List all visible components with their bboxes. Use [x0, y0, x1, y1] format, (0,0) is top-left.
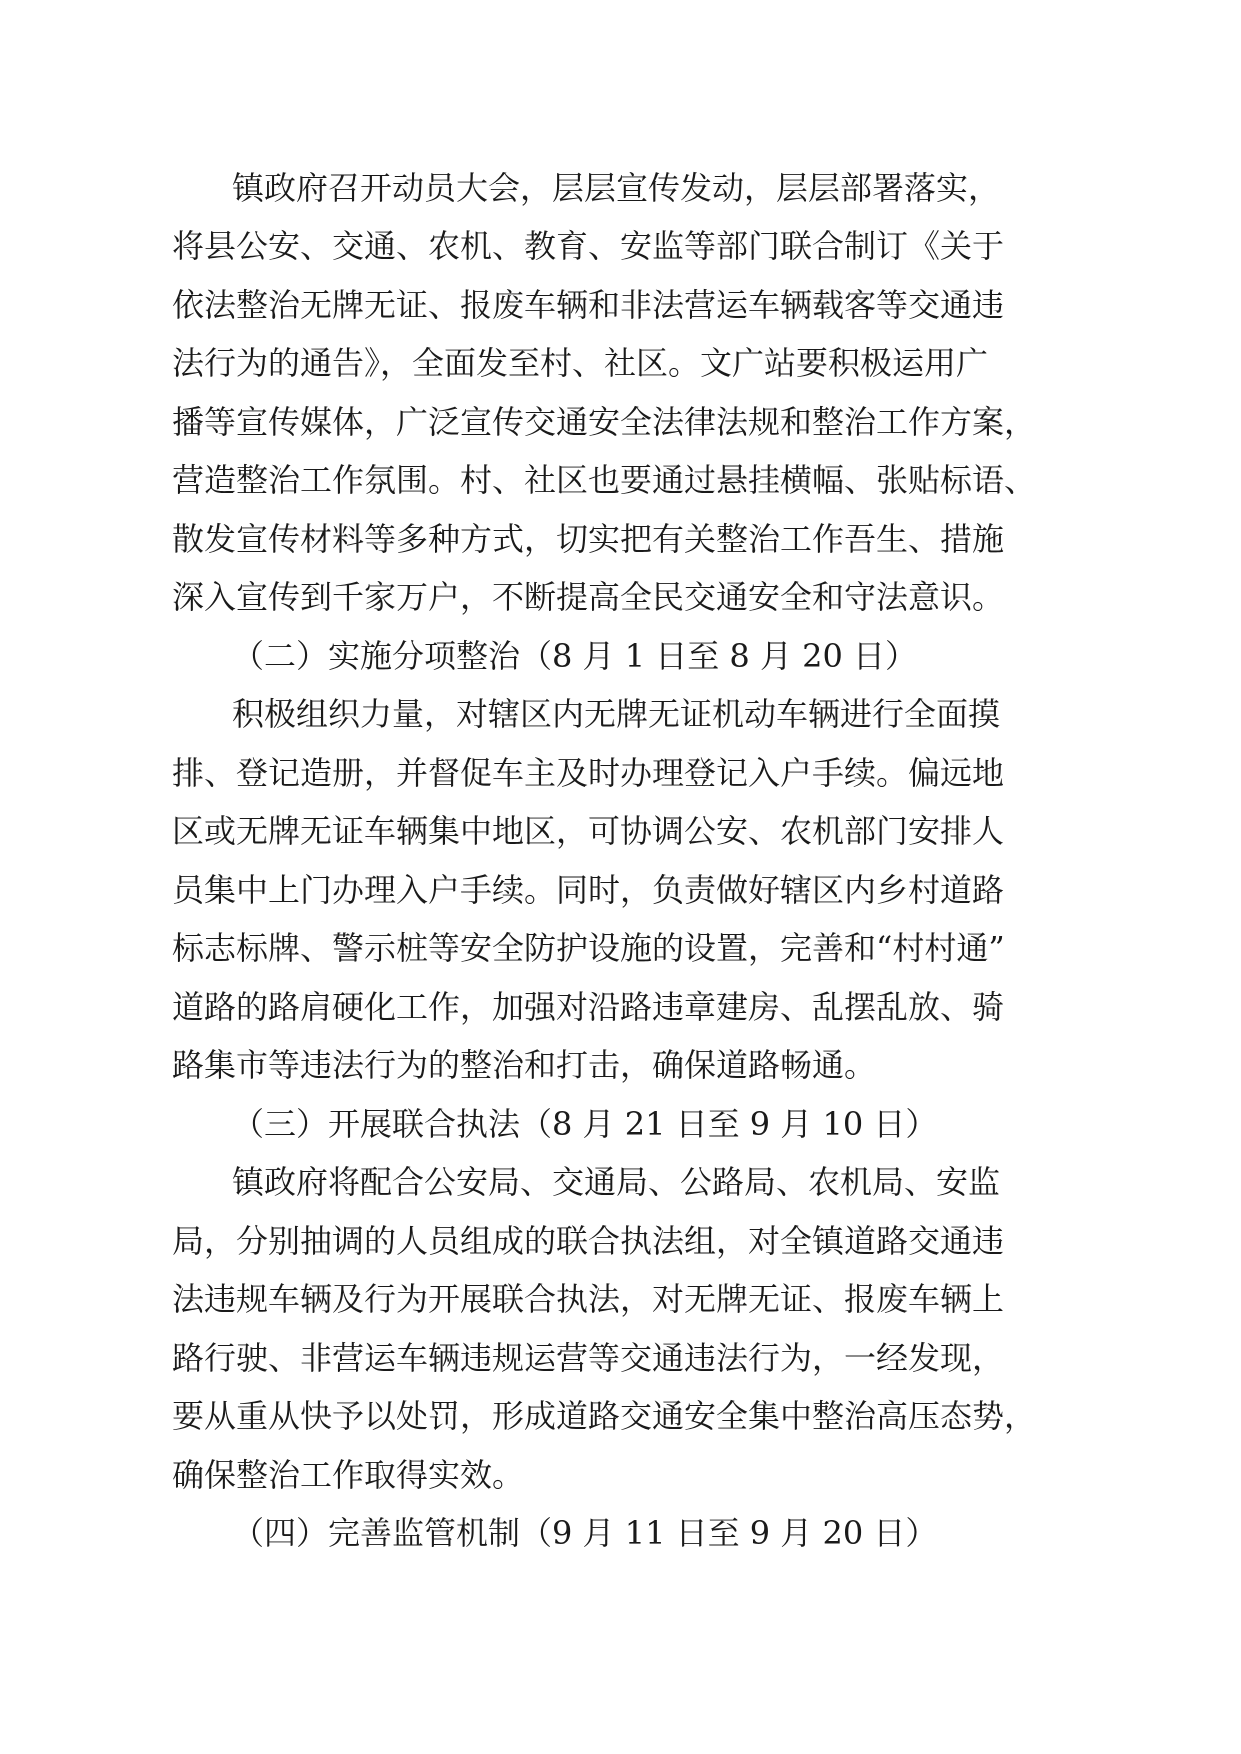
- paragraph-line: [0, 333, 1241, 393]
- paragraph-line: [0, 450, 1241, 510]
- text-line: 排、登记造册，并督促车主及时办理登记入户手续。偏远地: [172, 754, 1005, 792]
- paragraph-line: [0, 1386, 1241, 1446]
- text-line: 法违规车辆及行为开展联合执法，对无牌无证、报废车辆上: [172, 1280, 1005, 1318]
- text-line: 路集市等违法行为的整治和打击，确保道路畅通。: [172, 1046, 877, 1084]
- section-heading: [0, 1503, 1241, 1563]
- text-line: 镇政府将配合公安局、交通局、公路局、农机局、安监: [232, 1163, 1001, 1201]
- paragraph-line: [0, 509, 1241, 569]
- paragraph-line: [0, 918, 1241, 978]
- section-heading: [0, 1094, 1241, 1154]
- paragraph-line: [0, 1152, 1241, 1212]
- paragraph-line: [0, 275, 1241, 335]
- text-line: 区或无牌无证车辆集中地区，可协调公安、农机部门安排人: [172, 812, 1005, 850]
- paragraph-line: [0, 1328, 1241, 1388]
- text-line: 道路的路肩硬化工作，加强对沿路违章建房、乱摆乱放、骑: [172, 988, 1005, 1026]
- text-line: 标志标牌、警示桩等安全防护设施的设置，完善和“村村通”: [172, 929, 1005, 967]
- text-line: 深入宣传到千家万户，不断提高全民交通安全和守法意识。: [172, 578, 1005, 616]
- paragraph-line: [0, 567, 1241, 627]
- text-line: 法行为的通告》，全面发至村、社区。文广站要积极运用广: [172, 344, 989, 382]
- text-line: 局，分别抽调的人员组成的联合执法组，对全镇道路交通违: [172, 1222, 1005, 1260]
- text-line: 积极组织力量，对辖区内无牌无证机动车辆进行全面摸: [232, 695, 1001, 733]
- text-line: 镇政府召开动员大会，层层宣传发动，层层部署落实，: [232, 169, 1001, 207]
- paragraph-line: [0, 684, 1241, 744]
- text-line: 确保整治工作取得实效。: [172, 1456, 525, 1494]
- paragraph-line: [0, 977, 1241, 1037]
- text-line: 散发宣传材料等多种方式，切实把有关整治工作吾生、措施: [172, 520, 1005, 558]
- text-line: 播等宣传媒体，广泛宣传交通安全法律法规和整治工作方案，: [172, 403, 1037, 441]
- paragraph-line: [0, 1211, 1241, 1271]
- section-heading-text: （四）完善监管机制（9 月 11 日至 9 月 20 日）: [232, 1514, 938, 1552]
- section-heading-text: （三）开展联合执法（8 月 21 日至 9 月 10 日）: [232, 1105, 938, 1143]
- paragraph-line: [0, 1035, 1241, 1095]
- section-heading-text: （二）实施分项整治（8 月 1 日至 8 月 20 日）: [232, 637, 918, 675]
- section-heading: [0, 626, 1241, 686]
- text-line: 路行驶、非营运车辆违规运营等交通违法行为，一经发现，: [172, 1339, 1005, 1377]
- paragraph-line: [0, 1445, 1241, 1505]
- paragraph-line: [0, 801, 1241, 861]
- text-line: 将县公安、交通、农机、教育、安监等部门联合制订《关于: [172, 227, 1005, 265]
- paragraph-line: [0, 1269, 1241, 1329]
- paragraph-line: [0, 216, 1241, 276]
- paragraph-line: [0, 158, 1241, 218]
- text-line: 营造整治工作氛围。村、社区也要通过悬挂横幅、张贴标语、: [172, 461, 1037, 499]
- paragraph-line: [0, 392, 1241, 452]
- paragraph-line: [0, 743, 1241, 803]
- text-line: 要从重从快予以处罚，形成道路交通安全集中整治高压态势，: [172, 1397, 1037, 1435]
- paragraph-line: [0, 860, 1241, 920]
- text-line: 员集中上门办理入户手续。同时，负责做好辖区内乡村道路: [172, 871, 1005, 909]
- text-line: 依法整治无牌无证、报废车辆和非法营运车辆载客等交通违: [172, 286, 1005, 324]
